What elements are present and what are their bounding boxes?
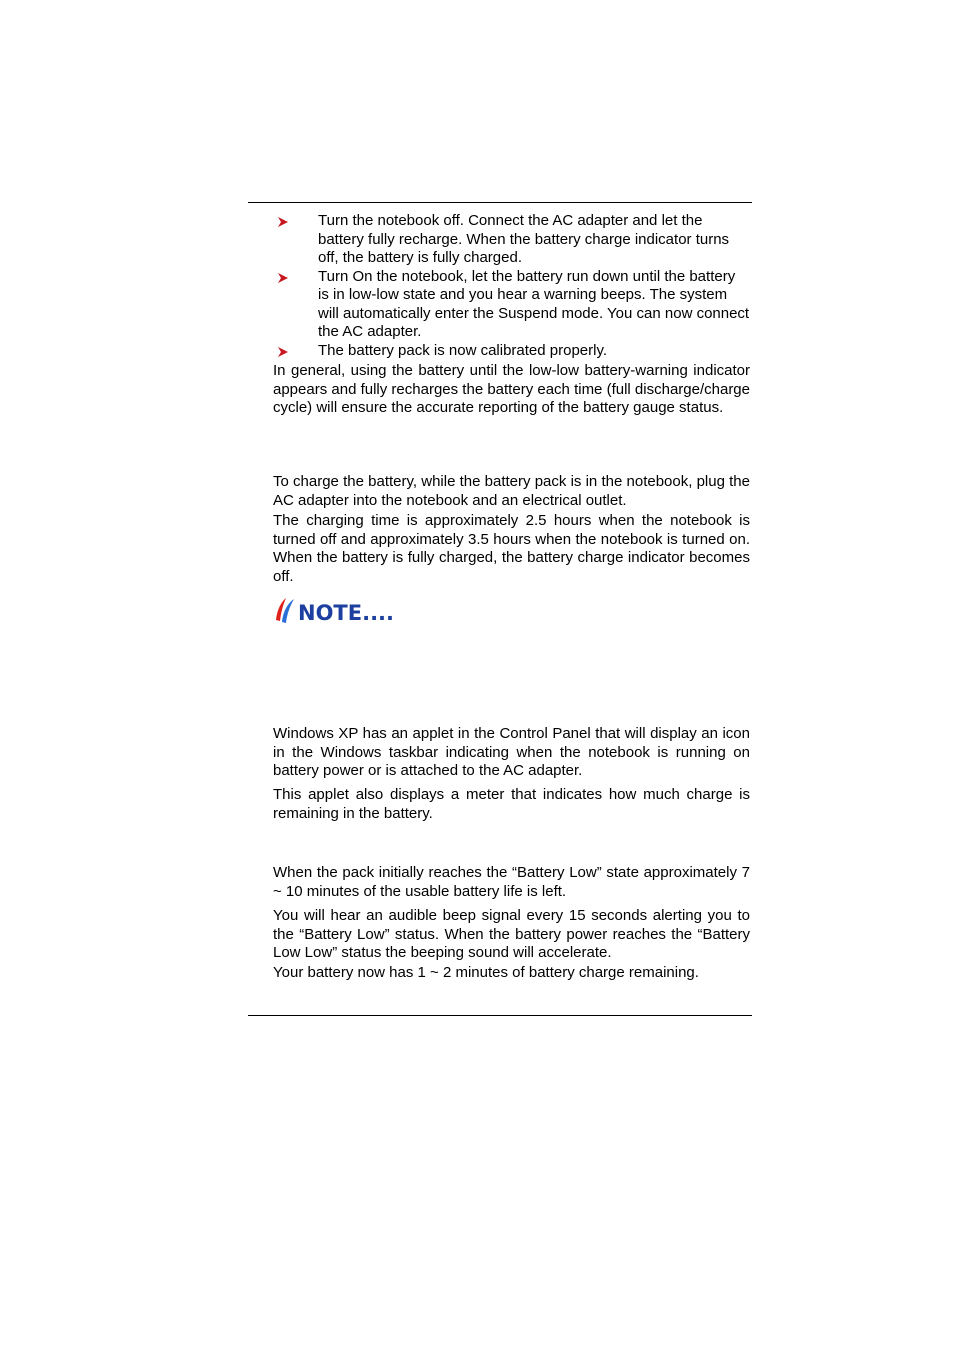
top-rule [248, 202, 752, 203]
arrow-bullet-icon [277, 346, 289, 358]
list-item: Turn the notebook off. Connect the AC adapter and let the battery fully recharge. When the battery charge indicator turns off, the battery is fully charged. [273, 212, 750, 268]
remaining-charge: Your battery now has 1 ~ 2 minutes of battery charge remaining. [273, 964, 699, 981]
note-label: NOTE.... [298, 601, 395, 625]
calibration-steps [273, 212, 750, 360]
bottom-rule [248, 1015, 752, 1016]
charge-time: The charging time is approximately 2.5 hours when the notebook is turned off and approximately 3.5 hours when the notebook is turned on. When the battery is fully charged, the battery charge indicator becomes off. [273, 512, 750, 585]
list-item: The battery pack is now calibrated properly. [273, 342, 750, 361]
list-item: Turn On the notebook, let the battery run down until the battery is in low-low state and you hear a warning beeps. The system will automatically enter the Suspend mode. You can now connect the AC adapter. [273, 268, 750, 342]
arrow-bullet-icon [277, 216, 289, 228]
beep-signal: You will hear an audible beep signal every 15 seconds alerting you to the “Battery Low” status. When the battery power reaches the “Battery Low Low” status the beeping sound will accelerate. [273, 907, 750, 961]
note-logo-icon [274, 596, 410, 626]
applet-meter: This applet also displays a meter that indicates how much charge is remaining in the battery. [273, 786, 750, 822]
low-state: When the pack initially reaches the “Battery Low” state approximately 7 ~ 10 minutes of the usable battery life is left. [273, 864, 750, 900]
charge-howto: To charge the battery, while the battery pack is in the notebook, plug the AC adapter into the notebook and an electrical outlet. [273, 473, 750, 509]
applet-intro: Windows XP has an applet in the Control Panel that will display an icon in the Windows taskbar indicating when the notebook is running on battery power or is attached to the AC adapter. [273, 725, 750, 779]
calibration-summary: In general, using the battery until the low-low battery-warning indicator appears and fully recharges the battery each time (full discharge/charge cycle) will ensure the accurate reporting of the battery gauge status. [273, 362, 750, 416]
arrow-bullet-icon [277, 272, 289, 284]
